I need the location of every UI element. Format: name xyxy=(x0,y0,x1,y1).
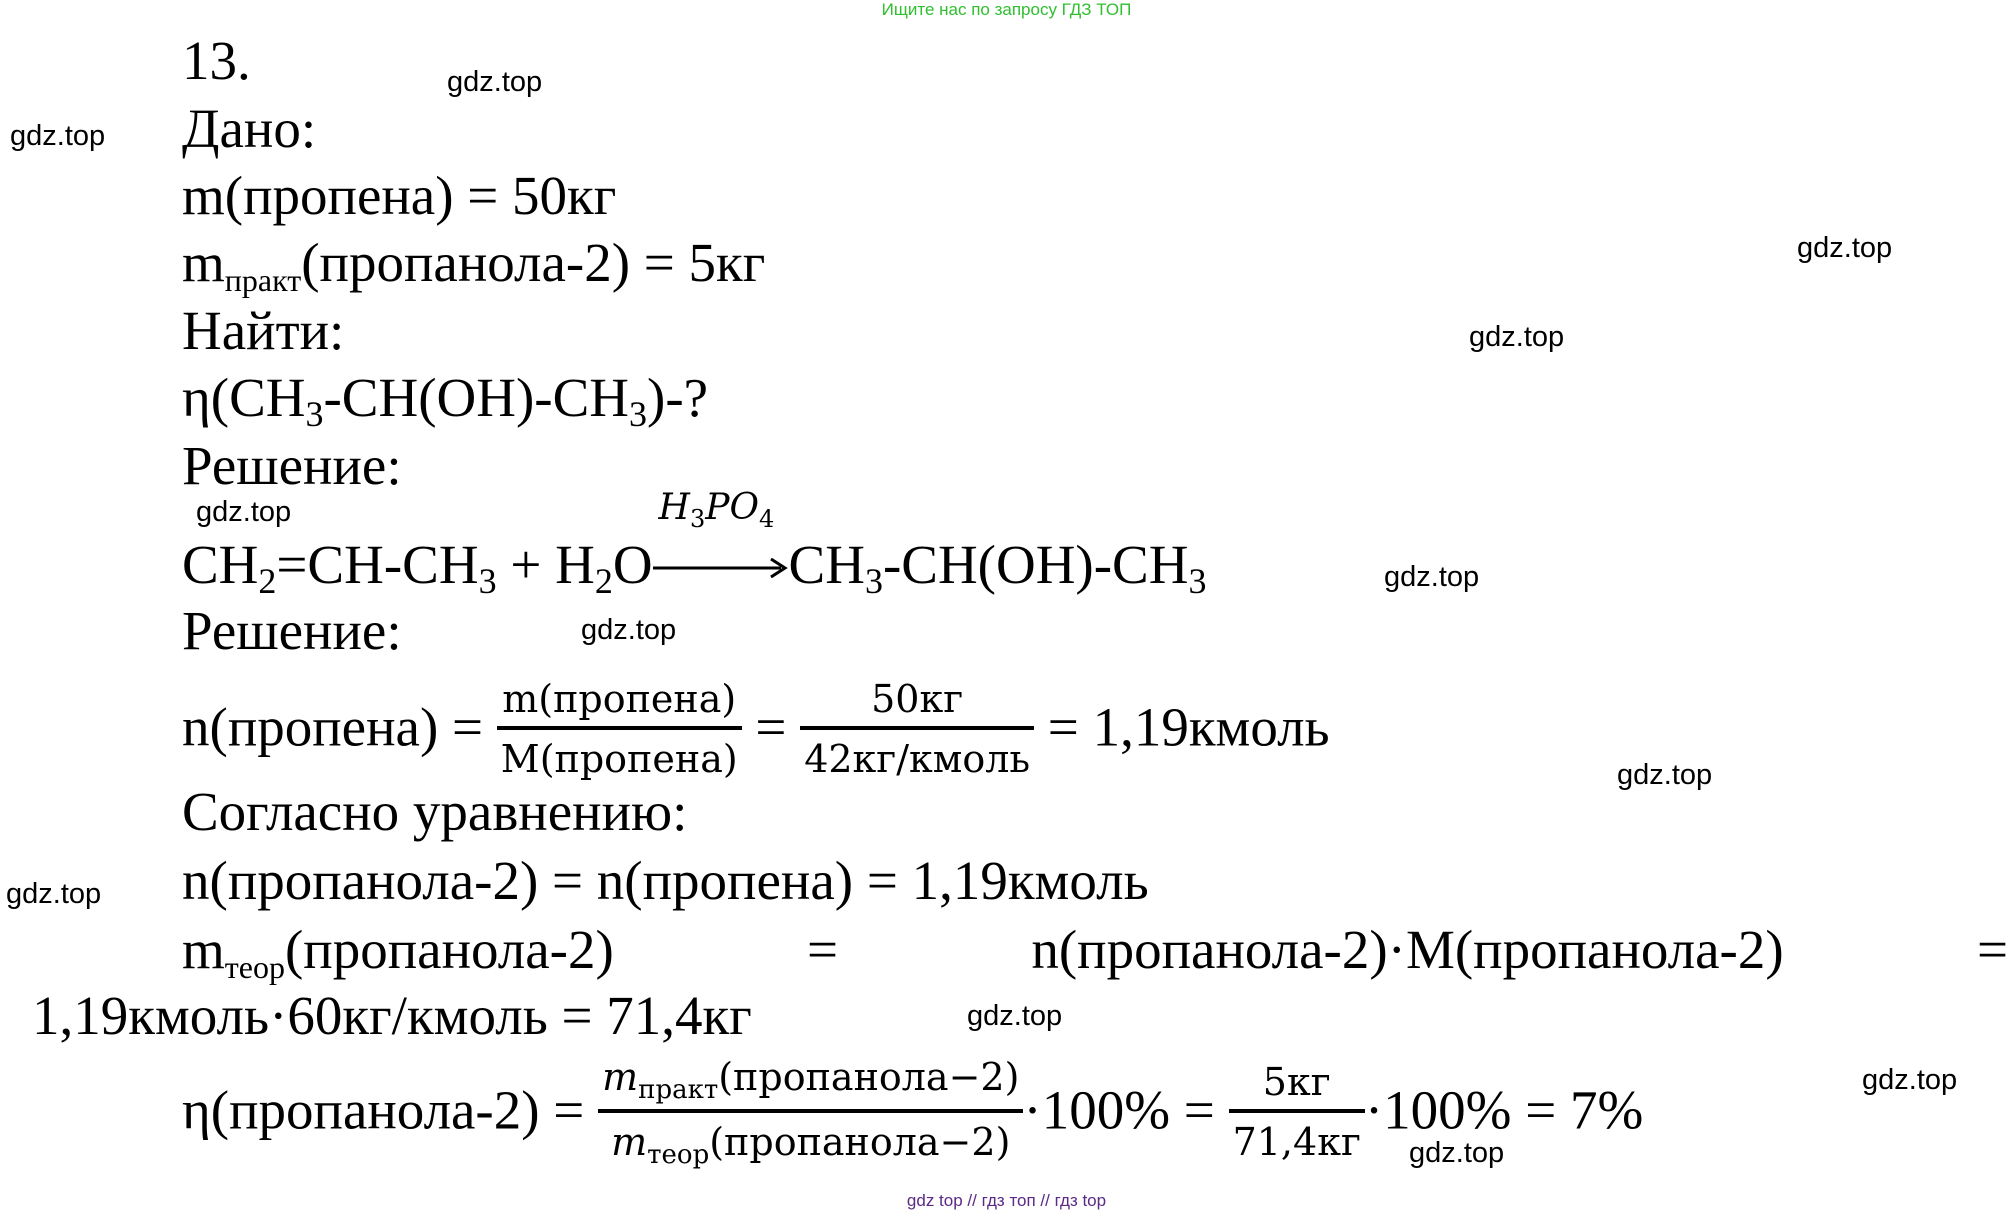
moles-fraction-2 xyxy=(800,676,1034,782)
problem-number: 13. xyxy=(182,30,251,91)
moles-frac1-numerator: m(пропена) xyxy=(497,676,742,730)
yield-num-m: m xyxy=(602,1055,639,1099)
reactant-2-sub: 2 xyxy=(594,561,613,601)
moles-fraction-1 xyxy=(497,676,742,782)
reactant-1: CH xyxy=(182,534,259,595)
moles-product-line: n(пропанола-2) = n(пропена) = 1,19кмоль xyxy=(182,850,1149,911)
yield-den-sub: теор xyxy=(647,1140,710,1170)
catalyst-h-sub: 3 xyxy=(689,505,706,533)
theoretical-rest: (пропанола-2) xyxy=(284,919,614,980)
reactant-1-sub: 2 xyxy=(258,561,277,601)
watermark: gdz.top xyxy=(196,496,292,528)
find-part-3: )-? xyxy=(647,367,709,428)
reactant-2-rest: O xyxy=(612,534,653,595)
theoretical-sub: теор xyxy=(224,949,285,985)
product-1-sub-2: 3 xyxy=(1188,561,1207,601)
given-mass-rest: (пропанола-2) = 5кг xyxy=(301,232,766,293)
yield-frac1-denominator xyxy=(598,1113,1023,1170)
theoretical-mass-line-2: 1,19кмоль·60кг/кмоль = 71,4кг xyxy=(32,985,752,1046)
yield-frac2-denominator: 71,4кг xyxy=(1232,1120,1361,1164)
given-mass-symbol: m xyxy=(182,232,225,293)
moles-frac2-numerator: 50кг xyxy=(800,676,1034,730)
yield-den-m: m xyxy=(611,1120,648,1164)
theoretical-mass-line-1 xyxy=(182,919,2008,988)
product-1: CH xyxy=(788,534,865,595)
watermark: gdz.top xyxy=(967,1000,1063,1032)
watermark: gdz.top xyxy=(10,120,106,152)
catalyst-label xyxy=(659,488,775,531)
yield-frac2-numerator: 5кг xyxy=(1229,1059,1365,1113)
watermark: gdz.top xyxy=(1384,561,1480,593)
watermark: gdz.top xyxy=(1617,759,1713,791)
given-mass-subscript: практ xyxy=(224,262,302,298)
theoretical-equals-1: = xyxy=(807,919,839,980)
yield-mid: ·100% = xyxy=(1023,1079,1229,1141)
yield-fraction-2 xyxy=(1229,1059,1365,1165)
find-expression xyxy=(182,367,708,435)
reactant-1-rest: =CH-CH xyxy=(276,534,479,595)
yield-num-sub: практ xyxy=(638,1075,719,1105)
reaction-arrow xyxy=(653,487,789,596)
watermark: gdz.top xyxy=(447,66,543,98)
moles-propene-formula xyxy=(182,677,1330,786)
theoretical-lhs xyxy=(182,919,614,988)
watermark: gdz.top xyxy=(1469,321,1565,353)
right-arrow-icon xyxy=(653,556,789,580)
given-label: Дано: xyxy=(182,98,317,159)
moles-lhs: n(пропена) = xyxy=(182,696,497,758)
yield-fraction-1 xyxy=(598,1054,1023,1170)
moles-equals: = xyxy=(741,696,801,758)
watermark: gdz.top xyxy=(6,878,102,910)
reactant-2: + H xyxy=(496,534,595,595)
reactant-1-sub-2: 3 xyxy=(478,561,497,601)
watermark: gdz.top xyxy=(581,614,677,646)
watermark: gdz.top xyxy=(1409,1137,1505,1169)
catalyst-h: H xyxy=(658,487,690,528)
watermark: gdz.top xyxy=(1862,1064,1958,1096)
theoretical-expression: n(пропанола-2)·M(пропанола-2) xyxy=(1031,919,1784,980)
yield-frac1-numerator xyxy=(598,1054,1023,1113)
catalyst-po-sub: 4 xyxy=(758,505,775,533)
find-sub-2: 3 xyxy=(629,394,647,434)
find-part-2: -CH(OH)-CH xyxy=(323,367,629,428)
find-label: Найти: xyxy=(182,300,345,361)
yield-num-rest: (пропанола−2) xyxy=(718,1055,1020,1099)
solution-label-2: Решение: xyxy=(182,600,402,661)
watermark: gdz.top xyxy=(1797,232,1893,264)
footer-note: gdz top // гдз топ // гдз top xyxy=(906,1191,1107,1210)
yield-lhs: η(пропанола-2) = xyxy=(182,1079,599,1141)
moles-frac1-denominator: M(пропена) xyxy=(500,737,738,781)
product-1-sub: 3 xyxy=(864,561,883,601)
solution-label-1: Решение: xyxy=(182,435,402,496)
find-sub-1: 3 xyxy=(305,394,324,434)
yield-result: ·100% = 7% xyxy=(1364,1079,1644,1141)
catalyst-po: PO xyxy=(705,487,759,528)
header-note: Ищите нас по запросу ГДЗ ТОП xyxy=(881,0,1132,19)
theoretical-equals-2: = xyxy=(1976,919,2008,980)
moles-frac2-denominator: 42кг/кмоль xyxy=(804,737,1031,781)
given-mass-practical xyxy=(182,232,765,301)
yield-den-rest: (пропанола−2) xyxy=(709,1120,1011,1164)
moles-result: = 1,19кмоль xyxy=(1034,696,1330,758)
according-label: Согласно уравнению: xyxy=(182,781,688,842)
product-1-rest: -CH(OH)-CH xyxy=(882,534,1189,595)
given-mass-propene: m(пропена) = 50кг xyxy=(182,165,617,226)
find-part-1: η(CH xyxy=(182,367,306,428)
theoretical-m: m xyxy=(182,919,225,980)
